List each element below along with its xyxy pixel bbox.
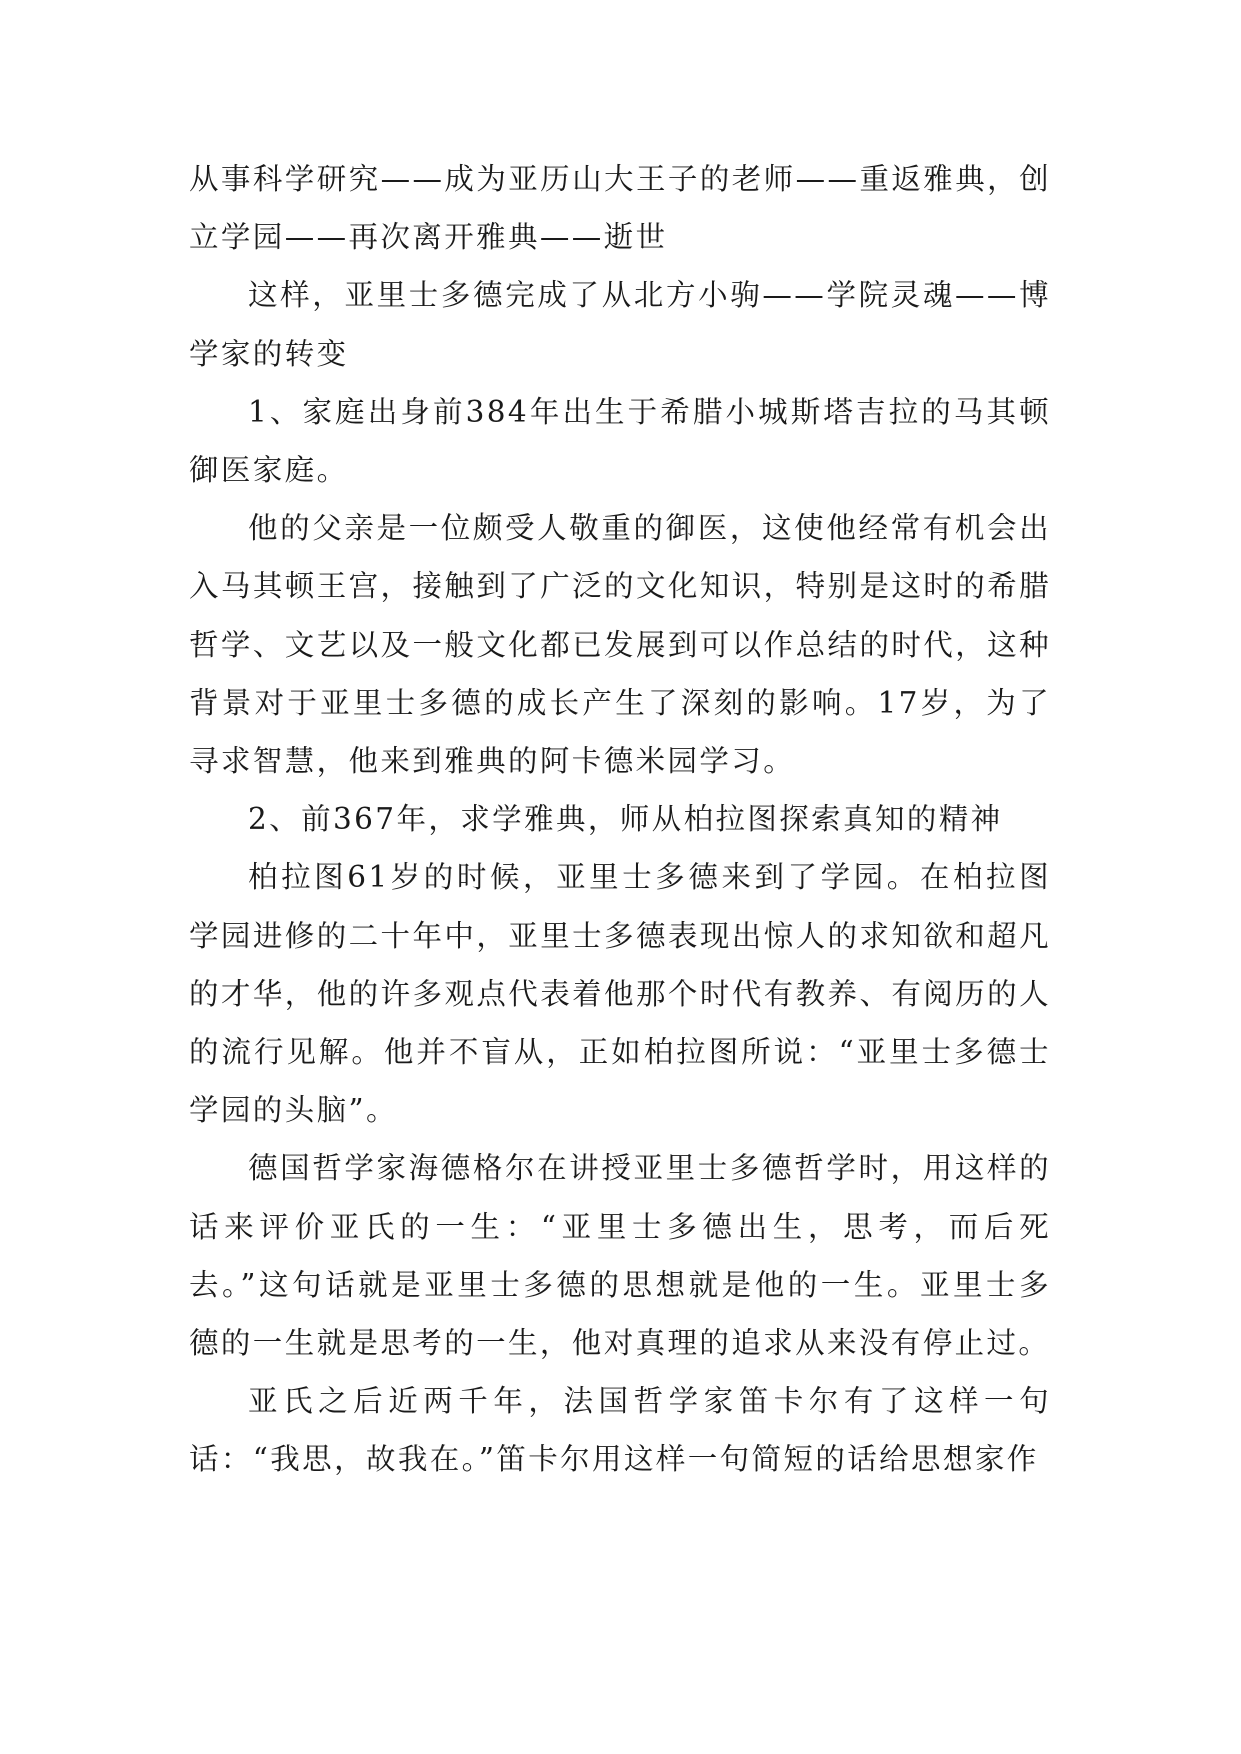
paragraph: 这样，亚里士多德完成了从北方小驹——学院灵魂——博学家的转变 [189,278,1051,371]
paragraph: 1、家庭出身前384年出生于希腊小城斯塔吉拉的马其顿御医家庭。 [189,394,1051,488]
paragraph: 2、前367年，求学雅典，师从柏拉图探索真知的精神 [248,802,1003,837]
paragraph: 他的父亲是一位颇受人敬重的御医，这使他经常有机会出入马其顿王宫，接触到了广泛的文化知识，特别是这时的希腊哲学、文艺以及一般文化都已发展到可以作总结的时代，这种背景对于亚里士多德的成长产生了深刻的影响。17岁，为了寻求智慧，他来到雅典的阿卡德米园学习。 [189,511,1051,779]
paragraph: 德国哲学家海德格尔在讲授亚里士多德哲学时，用这样的话来评价亚氏的一生：“亚里士多德出生，思考，而后死去。”这句话就是亚里士多德的思想就是他的一生。亚里士多德的一生就是思考的一生，他对真理的追求从来没有停止过。 [189,1151,1051,1361]
paragraph: 从事科学研究——成为亚历山大王子的老师——重返雅典，创立学园——再次离开雅典——逝世 [189,162,1051,255]
document-body [189,150,1051,1489]
paragraph: 柏拉图61岁的时候，亚里士多德来到了学园。在柏拉图学园进修的二十年中，亚里士多德表现出惊人的求知欲和超凡的才华，他的许多观点代表着他那个时代有教养、有阅历的人的流行见解。他并不盲从，正如柏拉图所说：“亚里士多德士学园的头脑”。 [189,860,1051,1128]
paragraph: 亚氏之后近两千年，法国哲学家笛卡尔有了这样一句话：“我思，故我在。”笛卡尔用这样一句简短的话给思想家作 [189,1384,1051,1477]
